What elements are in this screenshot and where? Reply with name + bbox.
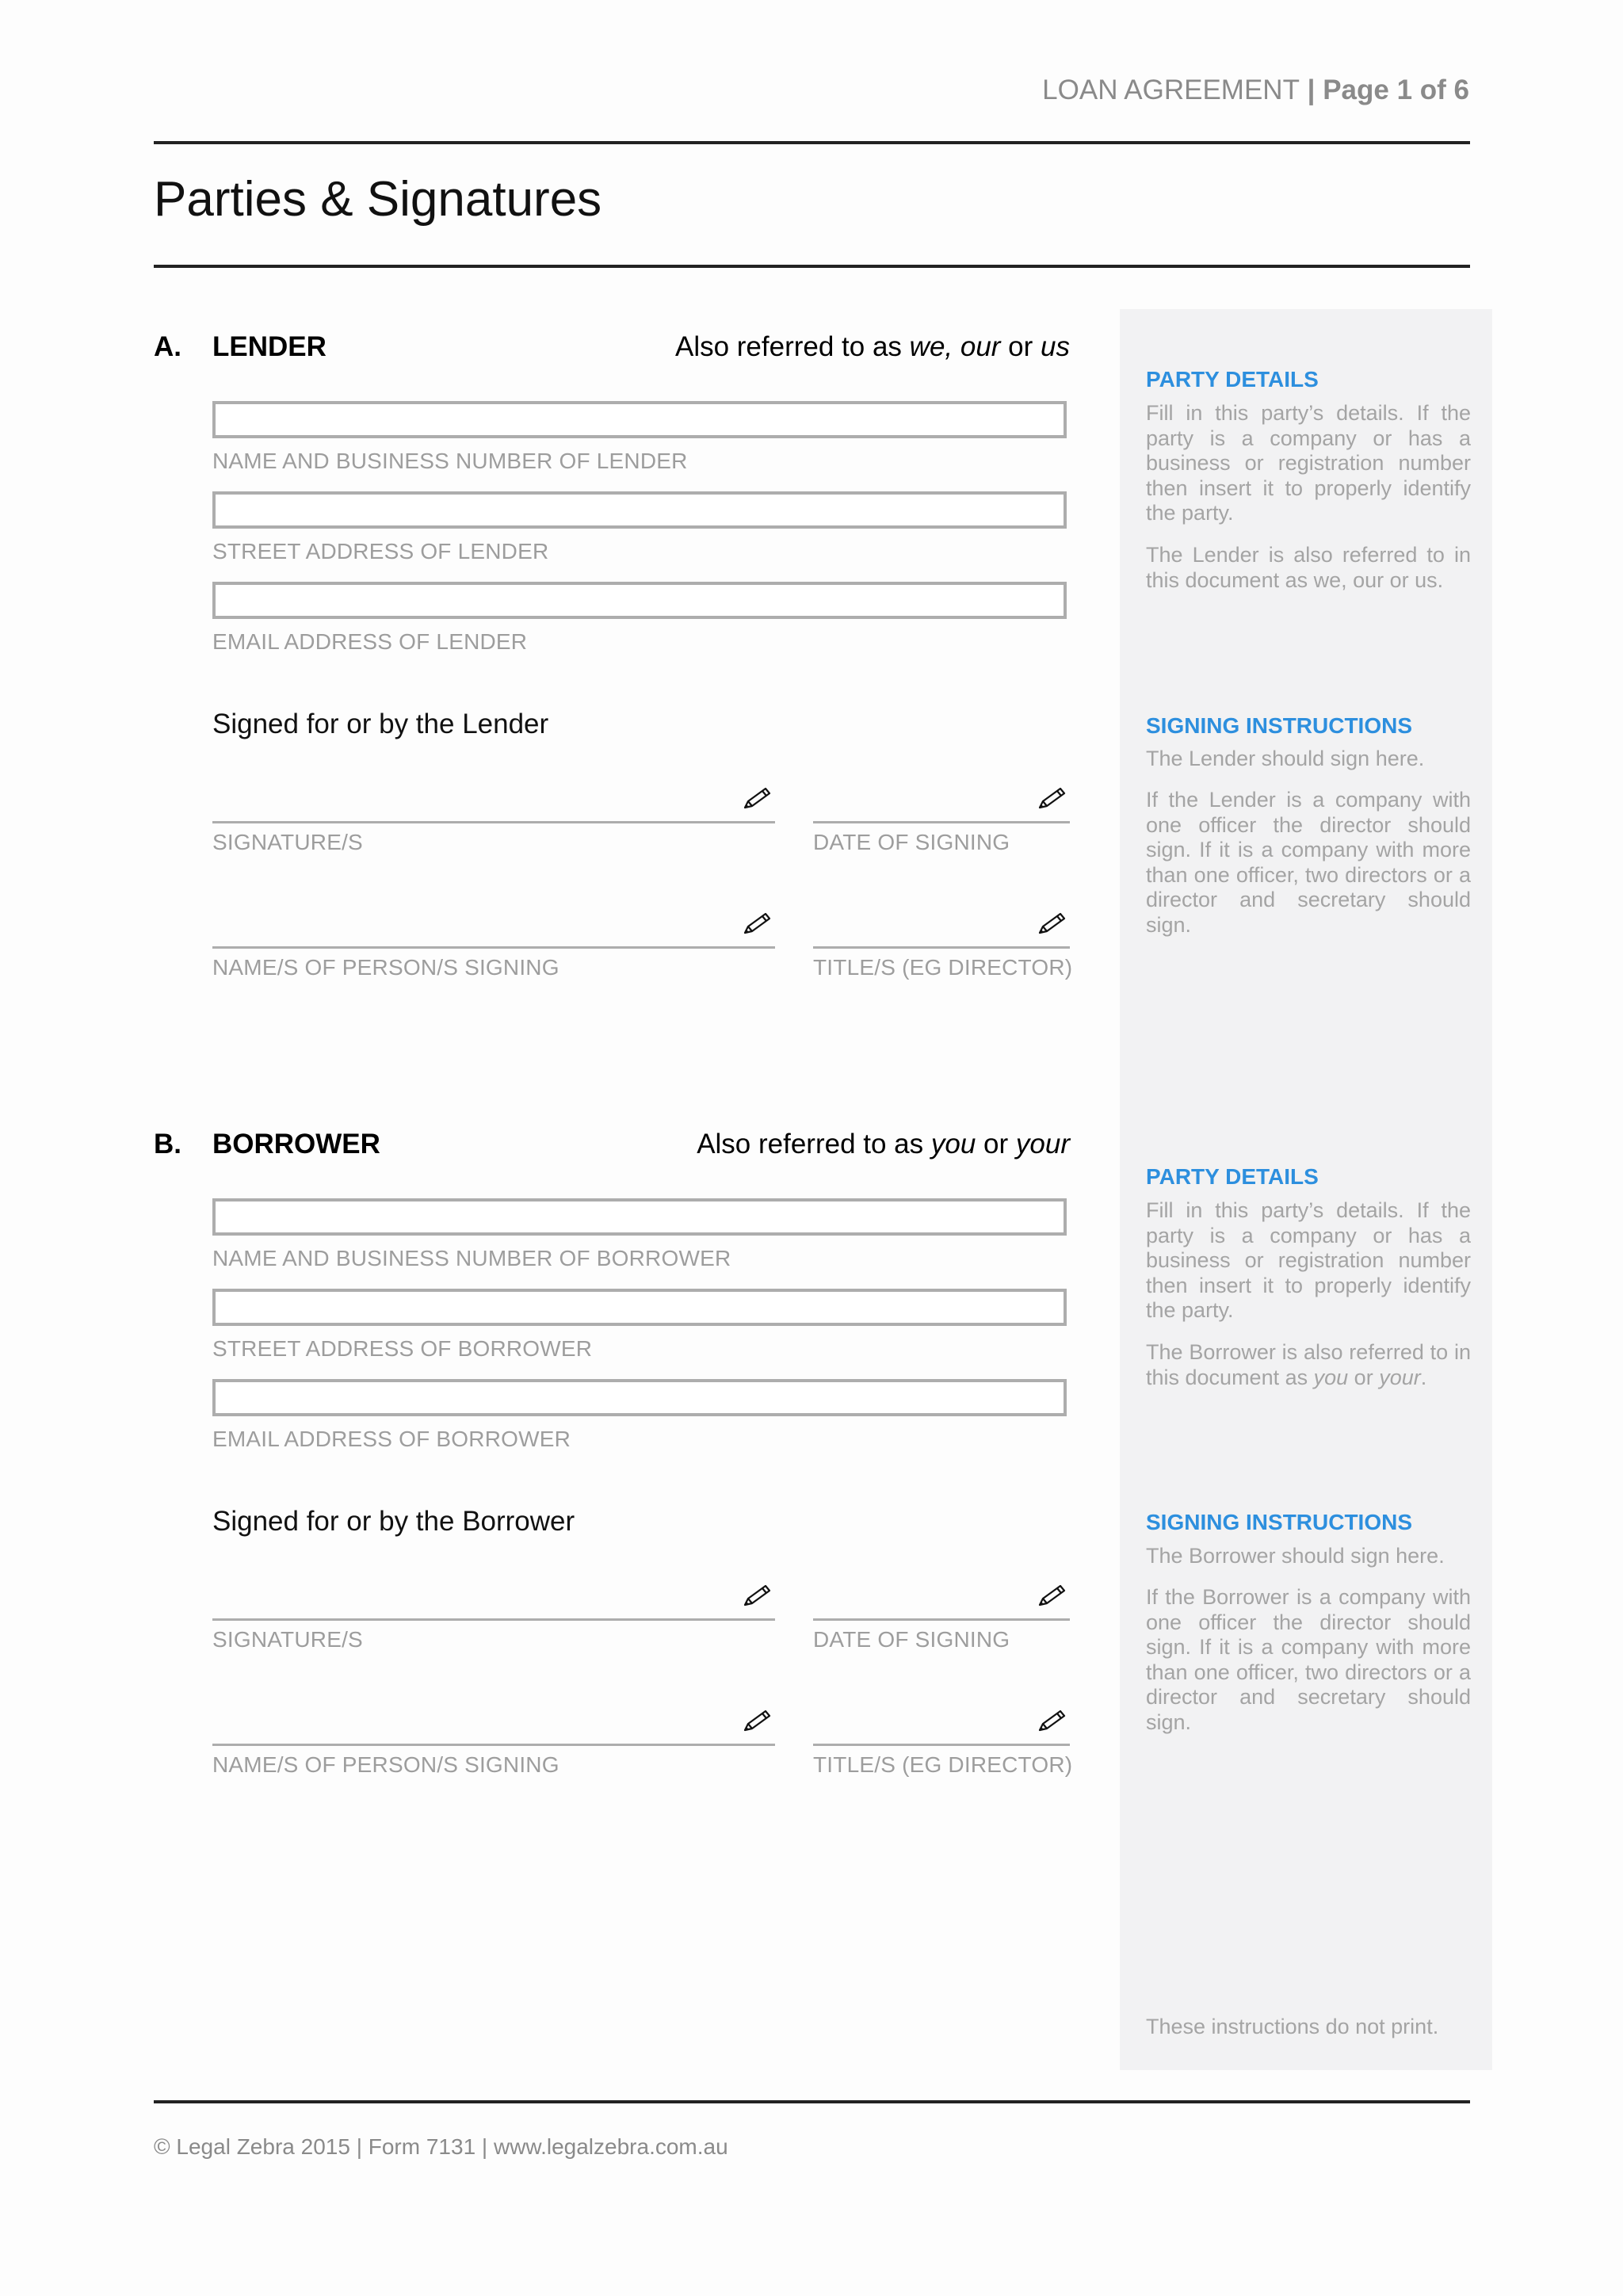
borrower-name-caption: NAME AND BUSINESS NUMBER OF BORROWER bbox=[212, 1246, 731, 1270]
borrower-alias-term-1: you bbox=[930, 1129, 976, 1159]
lender-name-field[interactable] bbox=[212, 401, 1067, 438]
sidebar-lender-signing-heading: SIGNING INSTRUCTIONS bbox=[1146, 713, 1413, 738]
lender-email-field[interactable] bbox=[212, 582, 1067, 619]
borrower-alias-term-2: your bbox=[1015, 1129, 1070, 1159]
borrower-date-caption: DATE OF SIGNING bbox=[813, 1627, 1010, 1652]
pencil-icon bbox=[1036, 910, 1067, 937]
header-divider bbox=[154, 141, 1470, 144]
lender-date-caption: DATE OF SIGNING bbox=[813, 830, 1010, 854]
lender-alias-term-1: we, our bbox=[909, 331, 1001, 362]
section-heading-borrower: BORROWER bbox=[212, 1129, 380, 1159]
lender-title-caption: TITLE/S (EG DIRECTOR) bbox=[813, 955, 1073, 980]
borrower-signer-name-line[interactable] bbox=[212, 1744, 775, 1746]
lender-signer-name-caption: NAME/S OF PERSON/S SIGNING bbox=[212, 955, 559, 980]
lender-signed-label: Signed for or by the Lender bbox=[212, 709, 549, 739]
sidebar-lender-signing-detail: If the Lender is a company with one officer the director should sign. If it is a company with more than one officer, two directors or a director and secretary should sign. bbox=[1146, 788, 1471, 937]
pencil-icon bbox=[741, 785, 773, 812]
lender-signature-caption: SIGNATURE/S bbox=[212, 830, 363, 854]
lender-signer-name-line[interactable] bbox=[212, 946, 775, 949]
sidebar-borrower-alias-term-2: your bbox=[1379, 1365, 1421, 1389]
borrower-name-field[interactable] bbox=[212, 1198, 1067, 1236]
header-separator: | bbox=[1299, 74, 1323, 105]
borrower-email-field[interactable] bbox=[212, 1379, 1067, 1416]
sidebar-borrower-alias-end: . bbox=[1420, 1365, 1427, 1389]
pencil-icon bbox=[741, 910, 773, 937]
borrower-address-field[interactable] bbox=[212, 1289, 1067, 1326]
sidebar-borrower-alias-prefix: The Borrower is also referred to in this document as bbox=[1146, 1340, 1471, 1389]
sidebar-borrower-alias-or: or bbox=[1348, 1365, 1380, 1389]
borrower-signature-caption: SIGNATURE/S bbox=[212, 1627, 363, 1652]
title-divider bbox=[154, 265, 1470, 268]
sidebar-borrower-alias-text bbox=[1146, 1340, 1471, 1390]
sidebar-print-note: These instructions do not print. bbox=[1146, 2015, 1439, 2038]
section-letter-borrower: B. bbox=[154, 1129, 181, 1159]
footer-copyright: © Legal Zebra 2015 | Form 7131 | www.legalzebra.com.au bbox=[154, 2134, 728, 2159]
lender-address-field[interactable] bbox=[212, 491, 1067, 529]
sidebar-lender-party-heading: PARTY DETAILS bbox=[1146, 367, 1319, 392]
lender-name-caption: NAME AND BUSINESS NUMBER OF LENDER bbox=[212, 449, 688, 473]
page-title: Parties & Signatures bbox=[154, 172, 602, 227]
sidebar-borrower-party-text: Fill in this party’s details. If the party is a company or has a business or registration number then insert it to properly identify the party. bbox=[1146, 1198, 1471, 1322]
sidebar-lender-alias-text: The Lender is also referred to in this document as we, our or us. bbox=[1146, 543, 1471, 592]
page-number: Page 1 of 6 bbox=[1323, 74, 1469, 105]
lender-address-caption: STREET ADDRESS OF LENDER bbox=[212, 539, 549, 563]
borrower-alias-or: or bbox=[976, 1129, 1016, 1159]
borrower-title-caption: TITLE/S (EG DIRECTOR) bbox=[813, 1752, 1073, 1777]
lender-signature-line[interactable] bbox=[212, 821, 775, 823]
borrower-address-caption: STREET ADDRESS OF BORROWER bbox=[212, 1336, 593, 1361]
borrower-alias-note bbox=[697, 1129, 1070, 1160]
lender-title-line[interactable] bbox=[813, 946, 1070, 949]
borrower-date-line[interactable] bbox=[813, 1618, 1070, 1621]
pencil-icon bbox=[1036, 1707, 1067, 1734]
lender-alias-term-2: us bbox=[1041, 331, 1070, 362]
lender-date-line[interactable] bbox=[813, 821, 1070, 823]
pencil-icon bbox=[1036, 1582, 1067, 1609]
sidebar-borrower-signing-heading: SIGNING INSTRUCTIONS bbox=[1146, 1510, 1413, 1534]
sidebar-lender-signing-text: The Lender should sign here. bbox=[1146, 747, 1425, 770]
document-header bbox=[1042, 74, 1469, 106]
borrower-signed-label: Signed for or by the Borrower bbox=[212, 1506, 575, 1537]
borrower-signer-name-caption: NAME/S OF PERSON/S SIGNING bbox=[212, 1752, 559, 1777]
lender-alias-prefix: Also referred to as bbox=[674, 331, 910, 362]
borrower-alias-prefix: Also referred to as bbox=[697, 1129, 931, 1159]
lender-email-caption: EMAIL ADDRESS OF LENDER bbox=[212, 629, 528, 654]
pencil-icon bbox=[1036, 785, 1067, 812]
document-title: LOAN AGREEMENT bbox=[1042, 74, 1300, 105]
sidebar-lender-party-text: Fill in this party’s details. If the party is a company or has a business or registration number then insert it to properly identify the party. bbox=[1146, 401, 1471, 525]
lender-alias-note bbox=[675, 331, 1070, 363]
borrower-signature-line[interactable] bbox=[212, 1618, 775, 1621]
sidebar-borrower-party-heading: PARTY DETAILS bbox=[1146, 1164, 1319, 1189]
sidebar-borrower-signing-text: The Borrower should sign here. bbox=[1146, 1544, 1445, 1568]
lender-alias-or: or bbox=[1000, 331, 1041, 362]
pencil-icon bbox=[741, 1707, 773, 1734]
borrower-email-caption: EMAIL ADDRESS OF BORROWER bbox=[212, 1427, 571, 1451]
sidebar-borrower-signing-detail: If the Borrower is a company with one officer the director should sign. If it is a company with more than one officer, two directors or a director and secretary should sign. bbox=[1146, 1585, 1471, 1734]
sidebar-borrower-alias-term-1: you bbox=[1313, 1365, 1349, 1389]
section-letter-lender: A. bbox=[154, 331, 181, 362]
section-heading-lender: LENDER bbox=[212, 331, 327, 362]
borrower-title-line[interactable] bbox=[813, 1744, 1070, 1746]
footer-divider bbox=[154, 2100, 1470, 2103]
pencil-icon bbox=[741, 1582, 773, 1609]
